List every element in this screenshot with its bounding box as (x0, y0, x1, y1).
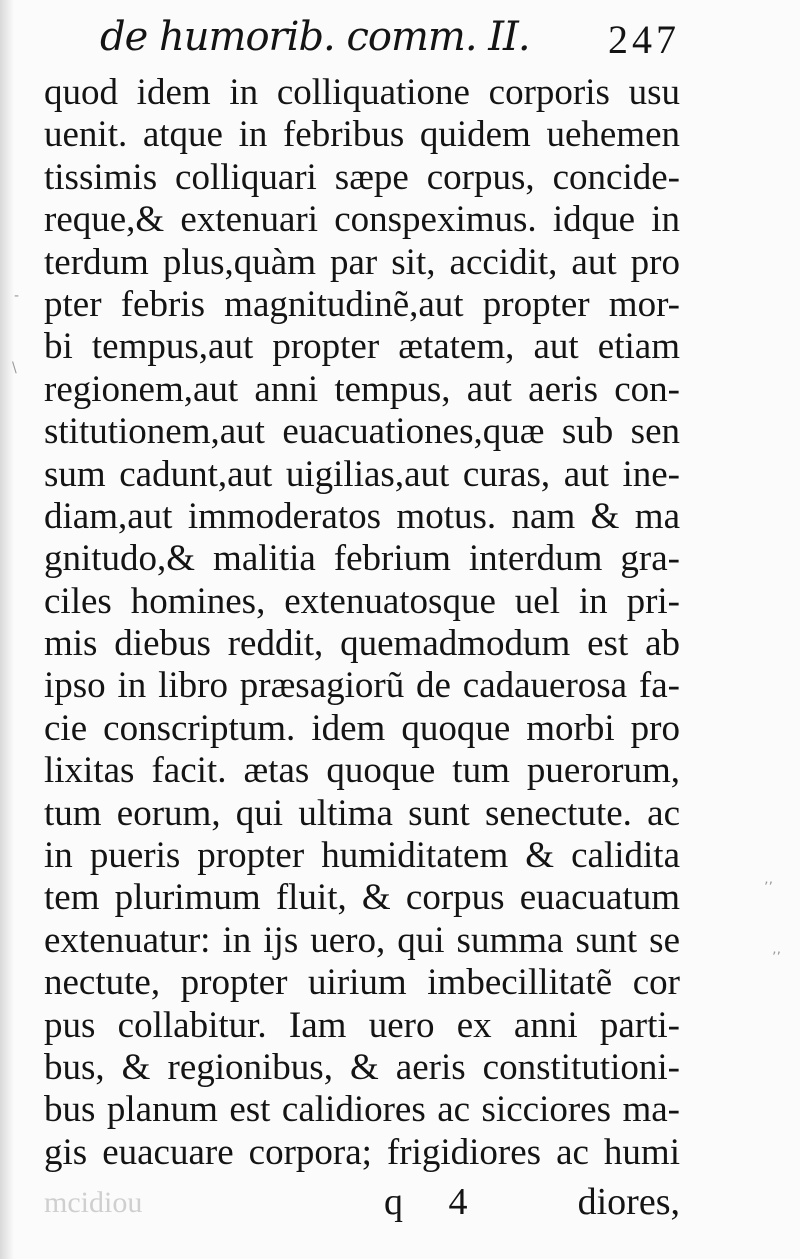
text-line: quod idem in colliquatione corporis usu (44, 72, 680, 113)
text-line: diam,aut immoderatos motus. nam & ma (44, 495, 680, 537)
text-line: gis euacuare corpora; frigidiores ac humi (44, 1131, 680, 1173)
text-line: mis diebus reddit, quemadmodum est ab (44, 623, 680, 665)
text-line: stitutionem,aut euacuationes,quæ sub sen (44, 411, 680, 453)
signature-mark: q 4 (384, 1181, 486, 1223)
margin-speck: - (14, 288, 20, 304)
text-line: reque,& extenuari conspeximus. idque in (44, 199, 680, 241)
text-line: gnitudo,& malitia febrium interdum gra- (44, 538, 680, 580)
text-line: uenit. atque in febribus quidem uehemen (44, 114, 680, 156)
text-line: tissimis colliquari sæpe corpus, concide- (44, 156, 680, 198)
page-header (100, 10, 680, 70)
page-number: 247 (608, 17, 680, 62)
text-line: bus, & regionibus, & aeris constitutioni- (44, 1046, 680, 1088)
page-footer (44, 1180, 680, 1230)
margin-speck: \ (12, 360, 17, 376)
text-line: ipso in libro præsagiorũ de cadauerosa fa- (44, 665, 680, 707)
gutter-shadow (0, 0, 14, 1259)
text-line: in pueris propter humiditatem & calidita (44, 835, 680, 877)
text-line: lixitas facit. ætas quoque tum puerorum, (44, 750, 680, 792)
margin-speck: ’’ (772, 950, 781, 966)
text-line: sum cadunt,aut uigilias,aut curas, aut ine- (44, 453, 680, 495)
text-line: tem plurimum fluit, & corpus euacuatum (44, 877, 680, 919)
body-text (44, 72, 680, 1174)
text-line: bi tempus,aut propter ætatem, aut etiam (44, 326, 680, 368)
bleed-through-text: mcidiou (44, 1186, 143, 1219)
text-line: terdum plus,quàm par sit, accidit, aut pro (44, 241, 680, 283)
text-line: cie conscriptum. idem quoque morbi pro (44, 707, 680, 749)
catchword: diores, (577, 1181, 680, 1223)
text-line: nectute, propter uirium imbecillitatẽ cor (44, 962, 680, 1004)
text-line: extenuatur: in ijs uero, qui summa sunt se (44, 919, 680, 961)
text-line: bus planum est calidiores ac sicciores ma- (44, 1089, 680, 1131)
text-line: pter febris magnitudinẽ,aut propter mor- (44, 283, 680, 325)
running-title: de humorib. comm. II. (100, 14, 530, 60)
text-line: tum eorum, qui ultima sunt senectute. ac (44, 792, 680, 834)
text-line: pus collabitur. Iam uero ex anni parti- (44, 1004, 680, 1046)
text-line: regionem,aut anni tempus, aut aeris con- (44, 368, 680, 410)
text-line: ciles homines, extenuatosque uel in pri- (44, 580, 680, 622)
margin-speck: ’’ (764, 880, 773, 896)
